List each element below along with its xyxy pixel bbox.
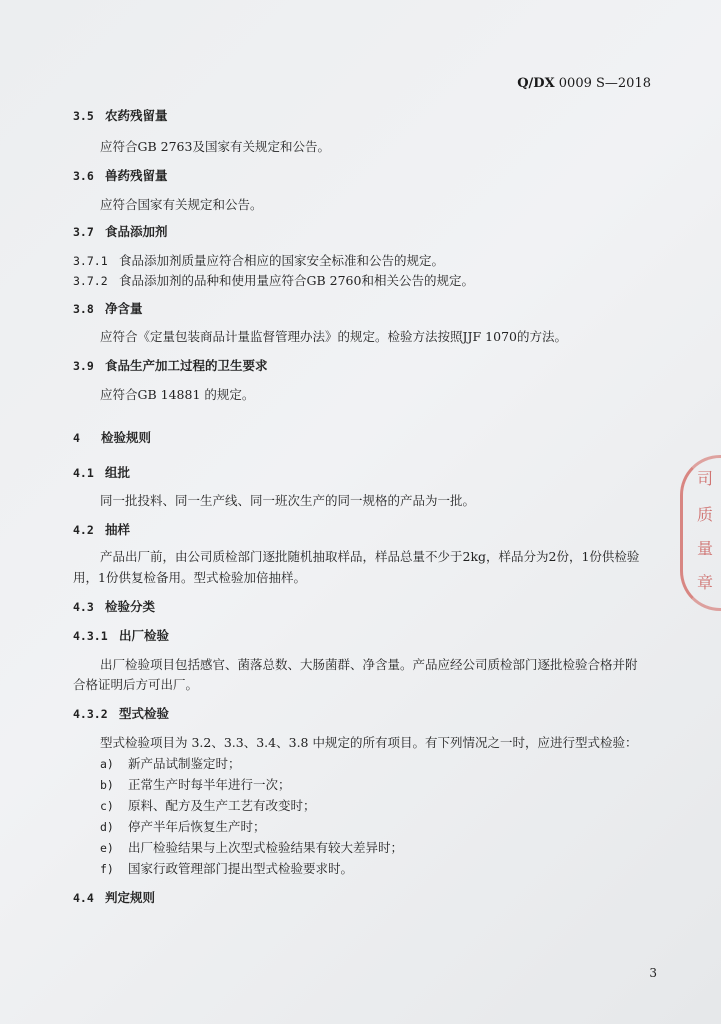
body-line <box>73 271 474 289</box>
line-text: 用，1份供复检备用。型式检验加倍抽样。 <box>73 570 306 585</box>
seal-char: 章 <box>697 573 714 592</box>
line-text: 产品出厂前，由公司质检部门逐批随机抽取样品，样品总量不少于2kg，样品分为2份，1份供检验 <box>100 549 640 564</box>
section-number: 3.8 <box>73 302 94 316</box>
line-text: 检验规则 <box>101 430 152 445</box>
section-number: 4.3.2 <box>73 707 108 721</box>
section-number: f) <box>100 862 114 876</box>
line-text: 同一批投料、同一生产线、同一班次生产的同一规格的产品为一批。 <box>100 493 476 508</box>
body-line <box>100 195 263 213</box>
line-text: 食品生产加工过程的卫生要求 <box>105 358 268 373</box>
section-heading <box>73 888 155 906</box>
section-number: b) <box>100 778 114 792</box>
section-heading <box>73 626 169 644</box>
line-text: 出厂检验结果与上次型式检验结果有较大差异时； <box>128 840 404 855</box>
body-line <box>100 859 353 877</box>
section-heading <box>73 222 168 240</box>
line-text: 食品添加剂质量应符合相应的国家安全标准和公告的规定。 <box>119 253 445 268</box>
body-line <box>100 137 330 155</box>
body-line <box>100 754 241 772</box>
body-line <box>100 655 638 673</box>
section-heading <box>73 428 151 446</box>
section-number: 3.7.2 <box>73 274 108 288</box>
body-line <box>100 817 266 835</box>
page-number: 3 <box>649 966 657 980</box>
line-text: 应符合GB 14881 的规定。 <box>100 387 255 402</box>
section-number: 3.5 <box>73 109 94 123</box>
body-line <box>100 491 475 509</box>
line-text: 判定规则 <box>105 890 156 905</box>
section-number: a) <box>100 757 114 771</box>
section-heading <box>73 299 143 317</box>
line-text: 新产品试制鉴定时； <box>128 756 241 771</box>
section-heading <box>73 106 168 124</box>
section-heading <box>73 597 155 615</box>
section-number: c) <box>100 799 114 813</box>
section-number: 3.9 <box>73 359 94 373</box>
body-line <box>100 775 291 793</box>
section-number: e) <box>100 841 114 855</box>
section-number: 4.1 <box>73 466 94 480</box>
section-number: 4.4 <box>73 891 94 905</box>
line-text: 应符合国家有关规定和公告。 <box>100 197 263 212</box>
line-text: 型式检验项目为 3.2、3.3、3.4、3.8 中规定的所有项目。有下列情况之一时，应进行型式检验： <box>100 735 638 750</box>
line-text: 农药残留量 <box>105 108 168 123</box>
section-number: 4.2 <box>73 523 94 537</box>
seal-char: 质 <box>697 505 714 524</box>
line-text: 应符合《定量包装商品计量监督管理办法》的规定。检验方法按照JJF 1070的方法。 <box>100 329 567 344</box>
body-line <box>73 675 198 693</box>
section-number: 4 <box>73 431 80 445</box>
section-number: d) <box>100 820 114 834</box>
line-text: 原料、配方及生产工艺有改变时； <box>128 798 316 813</box>
line-text: 国家行政管理部门提出型式检验要求时。 <box>128 861 354 876</box>
standard-code <box>517 76 651 91</box>
body-line <box>100 838 403 856</box>
seal-char: 量 <box>697 539 714 558</box>
section-heading <box>73 166 168 184</box>
section-heading <box>73 356 268 374</box>
line-text: 型式检验 <box>119 706 170 721</box>
body-line <box>100 733 637 751</box>
line-text: 食品添加剂 <box>105 224 168 239</box>
line-text: 应符合GB 2763及国家有关规定和公告。 <box>100 139 330 154</box>
line-text: 组批 <box>105 465 131 480</box>
standard-code-prefix: Q/DX <box>517 76 555 91</box>
standard-code-number: 0009 S—2018 <box>554 76 651 91</box>
line-text: 抽样 <box>105 522 131 537</box>
line-text: 正常生产时每半年进行一次； <box>128 777 291 792</box>
section-heading <box>73 520 130 538</box>
body-line <box>73 568 306 586</box>
line-text: 出厂检验项目包括感官、菌落总数、大肠菌群、净含量。产品应经公司质检部门逐批检验合格并附 <box>100 657 638 672</box>
line-text: 检验分类 <box>105 599 156 614</box>
body-line <box>100 547 639 565</box>
section-number: 3.7.1 <box>73 254 108 268</box>
line-text: 合格证明后方可出厂。 <box>73 677 199 692</box>
body-line <box>73 251 444 269</box>
line-text: 停产半年后恢复生产时； <box>128 819 266 834</box>
section-number: 4.3 <box>73 600 94 614</box>
company-seal <box>680 455 721 611</box>
section-heading <box>73 704 169 722</box>
line-text: 食品添加剂的品种和使用量应符合GB 2760和相关公告的规定。 <box>119 273 474 288</box>
line-text: 兽药残留量 <box>105 168 168 183</box>
body-line <box>100 385 254 403</box>
body-line <box>100 327 567 345</box>
line-text: 出厂检验 <box>119 628 170 643</box>
body-line <box>100 796 316 814</box>
line-text: 净含量 <box>105 301 143 316</box>
section-number: 3.7 <box>73 225 94 239</box>
seal-char: 司 <box>697 469 714 488</box>
section-number: 4.3.1 <box>73 629 108 643</box>
section-number: 3.6 <box>73 169 94 183</box>
section-heading <box>73 463 130 481</box>
